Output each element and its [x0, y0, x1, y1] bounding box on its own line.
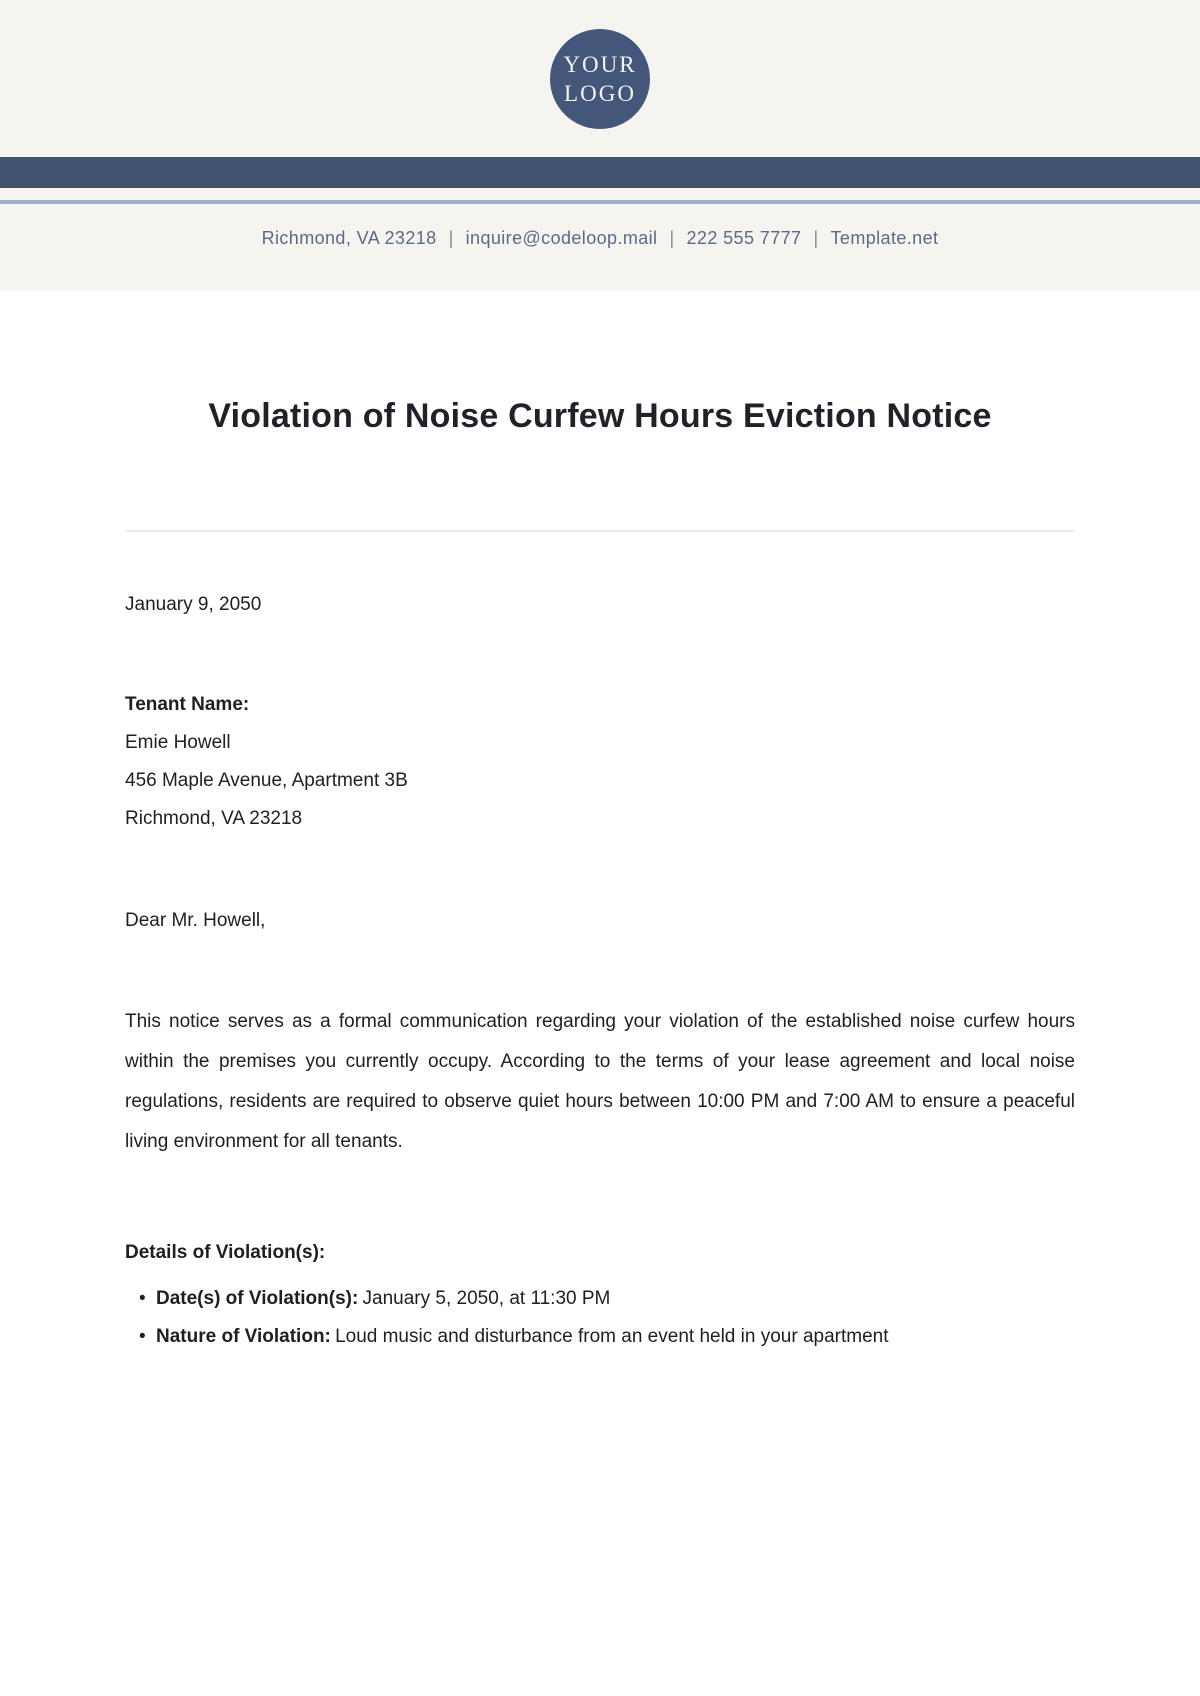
tenant-name-label: Tenant Name:	[125, 694, 250, 715]
violation-date-label: Date(s) of Violation(s):	[156, 1288, 359, 1309]
contact-separator: |	[669, 228, 675, 248]
violation-nature-value: Loud music and disturbance from an event held in your apartment	[335, 1326, 889, 1347]
violation-details-list	[125, 1280, 1075, 1356]
contact-location: Richmond, VA 23218	[261, 228, 437, 248]
violation-nature-label: Nature of Violation:	[156, 1326, 331, 1347]
contact-info-line	[0, 228, 1200, 249]
details-heading: Details of Violation(s):	[125, 1242, 326, 1263]
document-title: Violation of Noise Curfew Hours Eviction Notice	[208, 397, 992, 435]
recipient-block	[125, 686, 1075, 838]
letterhead	[0, 0, 1200, 290]
violation-date-value: January 5, 2050, at 11:30 PM	[362, 1288, 611, 1309]
header-thin-divider	[0, 200, 1200, 204]
tenant-address-line1: 456 Maple Avenue, Apartment 3B	[125, 770, 408, 791]
title-divider	[125, 530, 1075, 532]
letter-date: January 9, 2050	[125, 594, 262, 615]
header-accent-bar	[0, 157, 1200, 188]
logo-text-line2: LOGO	[564, 81, 636, 106]
letter-document	[0, 390, 1200, 1356]
notice-body-paragraph: This notice serves as a formal communication regarding your violation of the established noise curfew hours within the premises you currently occupy. According to the terms of your lease agreement and local noise regulations, residents are required to observe quiet hours between 10:00 PM and 7:00 AM to ensure a peaceful living environment for all tenants.	[125, 1011, 1075, 1152]
salutation: Dear Mr. Howell,	[125, 910, 266, 931]
contact-separator: |	[813, 228, 819, 248]
contact-phone: 222 555 7777	[686, 228, 802, 248]
logo-text-line1: YOUR	[563, 52, 637, 77]
contact-email: inquire@codeloop.mail	[465, 228, 658, 248]
violation-nature-item	[139, 1318, 1075, 1356]
contact-website: Template.net	[830, 228, 939, 248]
contact-separator: |	[448, 228, 454, 248]
company-logo	[550, 29, 650, 129]
tenant-address-line2: Richmond, VA 23218	[125, 808, 303, 829]
violation-date-item	[139, 1280, 1075, 1318]
tenant-name: Emie Howell	[125, 732, 231, 753]
